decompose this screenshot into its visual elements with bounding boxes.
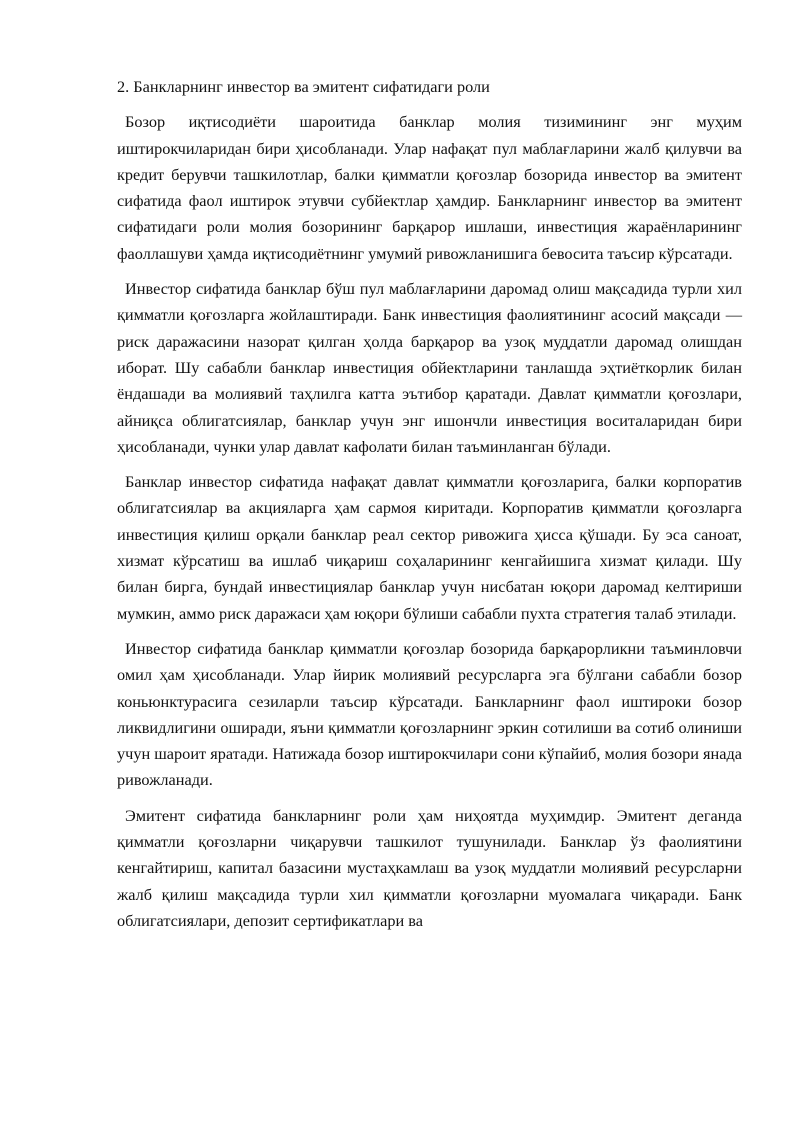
paragraph: Банклар инвестор сифатида нафақат давлат қимматли қоғозларига, балки корпоратив облигатсиялар ва акцияларга ҳам сармоя киритади. Корпоратив қимматли қоғозларга инвестиция қилиш орқали банклар реал сектор ривожига ҳисса қўшади. Бу эса саноат, хизмат кўрсатиш ва ишлаб чиқариш соҳаларининг кенгайишига хизмат қилади. Шу билан бирга, бундай инвестициялар банклар учун нисбатан юқори даромад келтириши мумкин, аммо риск даражаси ҳам юқори бўлиши сабабли пухта стратегия талаб этилади. <box>117 472 742 623</box>
paragraph: Инвестор сифатида банклар бўш пул маблағларини даромад олиш мақсадида турли хил қимматли қоғозларга жойлаштиради. Банк инвестиция фаолиятининг асосий мақсади — риск даражасини назорат қилган ҳолда барқарор ва узоқ муддатли даромад олишдан иборат. Шу сабабли банклар инвестиция обйектларини танлашда эҳтиёткорлик билан ёндашади ва молиявий таҳлилга катта эътибор қаратади. Давлат қимматли қоғозлари, айниқса облигатсиялар, банклар учун энг ишончли инвестиция воситаларидан бири ҳисобланади, чунки улар давлат кафолати билан таъминланган бўлади. <box>117 279 742 456</box>
paragraph: Бозор иқтисодиёти шароитида банклар молия тизимининг энг муҳим иштирокчиларидан бири ҳисобланади. Улар нафақат пул маблағларини жалб қилувчи ва кредит берувчи ташкилотлар, балки қимматли қоғозлар бозорида инвестор ва эмитент сифатида фаол иштирок этувчи субйектлар ҳамдир. Банкларнинг инвестор ва эмитент сифатидаги роли молия бозорининг барқарор ишлаши, инвестиция жараёнларининг фаоллашуви ҳамда иқтисодиётнинг умумий ривожланишига бевосита таъсир кўрсатади. <box>117 112 742 263</box>
document-page <box>117 74 742 943</box>
paragraph: Инвестор сифатида банклар қимматли қоғозлар бозорида барқарорликни таъминловчи омил ҳам ҳисобланади. Улар йирик молиявий ресурсларга эга бўлгани сабабли бозор коньюнктурасига сезиларли таъсир кўрсатади. Банкларнинг фаол иштироки бозор ликвидлигини оширади, яъни қимматли қоғозларнинг эркин сотилиши ва сотиб олиниши учун шароит яратади. Натижада бозор иштирокчилари сони кўпайиб, молия бозори янада ривожланади. <box>117 638 742 790</box>
section-heading: 2. Банкларнинг инвестор ва эмитент сифатидаги роли <box>117 77 490 96</box>
paragraph: Эмитент сифатида банкларнинг роли ҳам ниҳоятда муҳимдир. Эмитент деганда қимматли қоғозларни чиқарувчи ташкилот тушунилади. Банклар ўз фаолиятини кенгайтириш, капитал базасини мустаҳкамлаш ва узоқ муддатли молиявий ресурсларни жалб қилиш мақсадида турли хил қимматли қоғозларни муомалага чиқаради. Банк облигатсиялари, депозит сертификатлари ва <box>117 805 742 930</box>
